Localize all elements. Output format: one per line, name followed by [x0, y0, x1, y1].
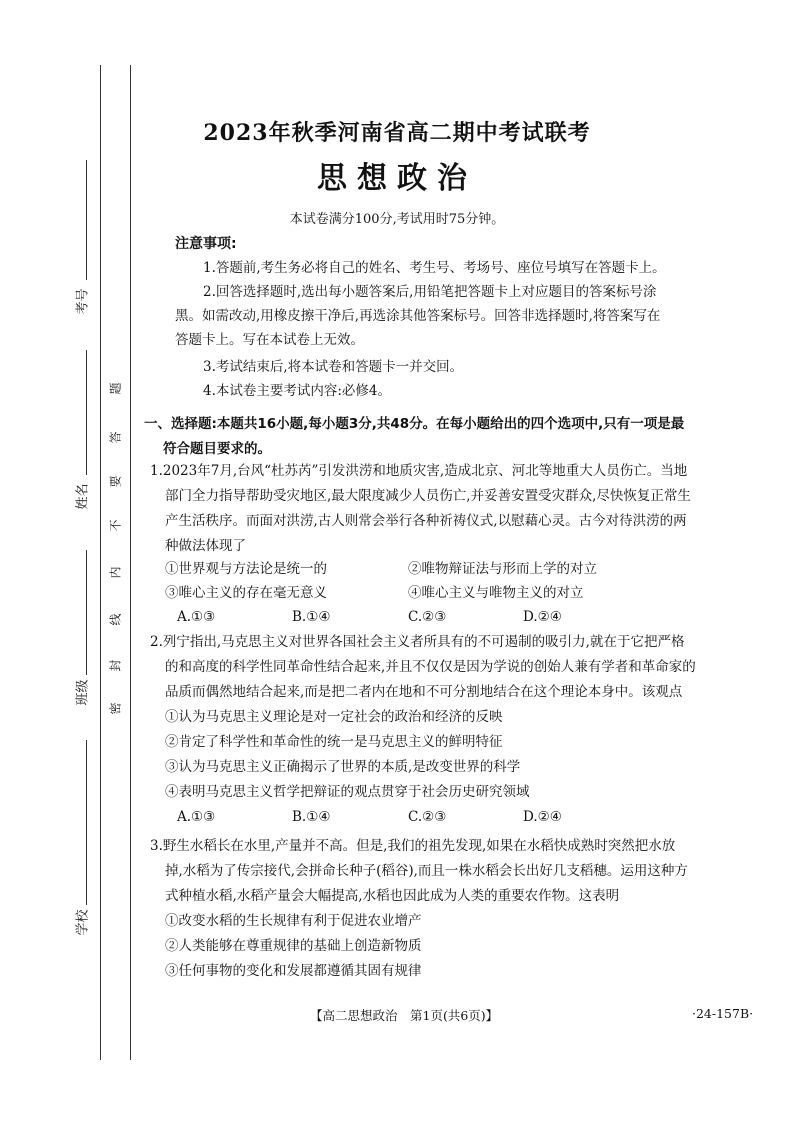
notice-line: 1.答题前,考生务必将自己的姓名、考生号、考场号、座位号填写在答题卡上。	[203, 260, 666, 276]
question-1-line: 种做法体现了	[165, 538, 246, 554]
seal-char: 题	[108, 382, 123, 395]
paper-code: ·24-157B·	[692, 1006, 754, 1021]
seal-char: 答	[108, 431, 123, 444]
class-line	[86, 550, 87, 675]
notice-line: 答题卡上。写在本试卷上无效。	[175, 332, 364, 348]
exam-title: 2023年秋季河南省高二期中考试联考	[203, 120, 591, 146]
name-label: 姓名	[75, 483, 91, 510]
question-1-item: ④唯心主义与唯物主义的对立	[408, 585, 584, 601]
question-1-line: 产生活秩序。而面对洪涝,古人则常会举行各种祈祷仪式,以慰藉心灵。古今对待洪涝的两	[165, 513, 687, 529]
question-2-choice-d[interactable]: D.②④	[523, 809, 562, 825]
question-2-choice-b[interactable]: B.①④	[292, 809, 331, 825]
question-3-item: ②人类能够在尊重规律的基础上创造新物质	[165, 938, 422, 954]
notice-heading: 注意事项:	[175, 236, 237, 252]
question-2-line: 的和高度的科学性同革命性结合起来,并且不仅仅是因为学说的创始人兼有学者和革命家的	[165, 659, 696, 675]
question-3-item: ③任何事物的变化和发展都遵循其固有规律	[165, 963, 422, 979]
section-heading: 符合题目要求的。	[163, 441, 271, 457]
subject-title: 思想政治	[317, 161, 477, 196]
question-1-line: 部门全力指导帮助受灾地区,最大限度减少人员伤亡,并妥善安置受灾群众,尽快恢复正常生	[165, 488, 691, 504]
seal-char: 密	[108, 702, 123, 715]
question-2-item: ③认为马克思主义正确揭示了世界的本质,是改变世界的科学	[165, 759, 521, 775]
notice-line: 3.考试结束后,将本试卷和答题卡一并交回。	[203, 359, 464, 375]
question-2-item: ④表明马克思主义哲学把辩证的观点贯穿于社会历史研究领域	[165, 784, 530, 800]
school-line	[86, 740, 87, 905]
question-3-item: ①改变水稻的生长规律有利于促进农业增产	[165, 913, 422, 929]
exam-number-label: 考号	[75, 288, 91, 315]
seal-char: 不	[108, 519, 123, 532]
question-1-choice-a[interactable]: A.①③	[177, 609, 216, 625]
notice-line: 2.回答选择题时,选出每小题答案后,用铅笔把答题卡上对应题目的答案标号涂	[203, 284, 657, 300]
page-footer: 【高二思想政治 第1页(共6页)】	[310, 1008, 499, 1023]
question-2-choice-c[interactable]: C.②③	[408, 809, 447, 825]
question-3-line: 式种植水稻,水稻产量会大幅提高,水稻也因此成为人类的重要农作物。这表明	[165, 888, 620, 904]
question-1-item: ③唯心主义的存在毫无意义	[165, 585, 327, 601]
question-2-line: 2.列宁指出,马克思主义对世界各国社会主义者所具有的不可遏制的吸引力,就在于它把严格	[150, 634, 685, 650]
seal-char: 要	[108, 475, 123, 488]
seal-char: 内	[108, 566, 123, 579]
seal-char: 封	[108, 659, 123, 672]
question-1-choice-c[interactable]: C.②③	[408, 609, 447, 625]
question-1-item: ②唯物辩证法与形而上学的对立	[408, 561, 597, 577]
question-1-line: 1.2023年7月,台风“杜苏芮”引发洪涝和地质灾害,造成北京、河北等地重大人员伤亡。当地	[150, 463, 688, 479]
question-2-item: ②肯定了科学性和革命性的统一是马克思主义的鲜明特征	[165, 734, 503, 750]
name-line	[86, 350, 87, 475]
question-3-line: 3.野生水稻长在水里,产量并不高。但是,我们的祖先发现,如果在水稻快成熟时突然把水放	[150, 838, 676, 854]
question-2-item: ①认为马克思主义理论是对一定社会的政治和经济的反映	[165, 709, 503, 725]
exam-info: 本试卷满分100分,考试用时75分钟。	[289, 212, 505, 227]
section-heading: 一、选择题:本题共16小题,每小题3分,共48分。在每小题给出的四个选项中,只有一项是最	[144, 416, 685, 432]
question-3-line: 掉,水稻为了传宗接代,会拼命长种子(稻谷),而且一株水稻会长出好几支稻穗。运用这种方	[165, 863, 688, 879]
question-1-choice-b[interactable]: B.①④	[292, 609, 331, 625]
question-1-item: ①世界观与方法论是统一的	[165, 561, 327, 577]
class-label: 班级	[75, 679, 91, 706]
question-2-choice-a[interactable]: A.①③	[177, 809, 216, 825]
question-1-choice-d[interactable]: D.②④	[523, 609, 562, 625]
seal-char: 线	[108, 613, 123, 626]
question-2-line: 品质而偶然地结合起来,而是把二者内在地和不可分割地结合在这个理论本身中。该观点	[165, 684, 683, 700]
notice-line: 4.本试卷主要考试内容:必修4。	[203, 383, 392, 399]
school-label: 学校	[75, 909, 91, 936]
notice-line: 黑。如需改动,用橡皮擦干净后,再选涂其他答案标号。回答非选择题时,将答案写在	[175, 308, 661, 324]
